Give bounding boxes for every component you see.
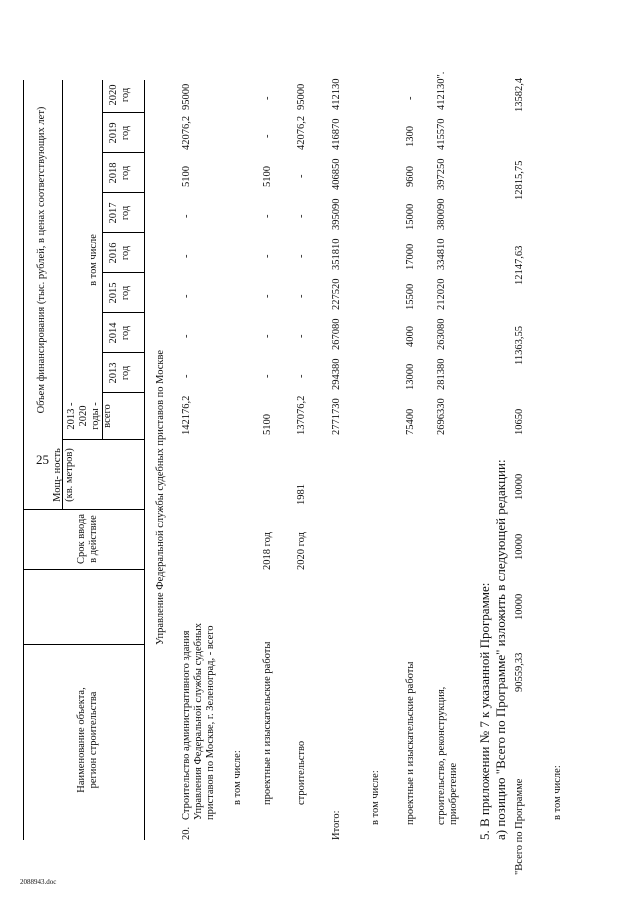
col-divider-name <box>23 644 145 645</box>
table-top-rule <box>23 80 24 840</box>
cell-value: 212020 <box>436 278 447 310</box>
cell-total: 2696330 <box>436 398 447 435</box>
cell-term: 2020 год <box>296 532 307 570</box>
cell-total: 5100 <box>262 414 273 435</box>
row-name-text: Строительство административного здания Управления Федеральной службы судебных приставов по Москве, г. Зеленоград, - всего <box>181 623 216 820</box>
header-year: 2019 год <box>108 122 131 144</box>
header-bottom-rule <box>144 80 145 840</box>
cell-value: 281380 <box>436 358 447 390</box>
cell-value: 15500 <box>405 283 416 310</box>
cell-value: 17000 <box>405 243 416 270</box>
cell-value: 9600 <box>405 166 416 187</box>
cell-total: 137076,2 <box>296 395 307 435</box>
cell-value: 406850 <box>331 158 342 190</box>
col-divider-term <box>23 569 145 570</box>
cell-value: 15000 <box>405 203 416 230</box>
total-row-value: 10000 <box>514 593 525 620</box>
cell-value: 13000 <box>405 363 416 390</box>
cell-value: - <box>181 334 192 338</box>
col-divider-2018 <box>102 192 145 193</box>
col-divider-2020 <box>102 112 145 113</box>
row-name: проектные и изыскательские работы <box>262 641 273 805</box>
cell-value: 4000 <box>405 326 416 347</box>
row-name: Итого: <box>331 810 342 840</box>
cell-value: 5100 <box>181 166 192 187</box>
row-name: проектные и изыскательские работы <box>405 661 416 825</box>
row-name-text: строительство, реконструкция, приобретение <box>436 686 459 825</box>
cell-value: 415570 <box>436 118 447 150</box>
cell-value: - <box>262 254 273 258</box>
cell-value: - <box>262 134 273 138</box>
header-term: Срок ввода в действие <box>76 513 99 565</box>
subheading: в том числе: <box>552 765 563 820</box>
header-name: Наименование объекта, регион строительства <box>76 687 99 793</box>
cell-value: - <box>296 294 307 298</box>
cell-value: 1300 <box>405 126 416 147</box>
header-year: 2013 год <box>108 362 131 384</box>
cell-value: - <box>262 214 273 218</box>
cell-value: - <box>262 294 273 298</box>
total-row-value: 13582,4 <box>514 77 525 112</box>
total-row-value: 10000 <box>514 533 525 560</box>
total-row-value: 90559,33 <box>514 652 525 692</box>
row-name <box>436 630 460 825</box>
cell-value: 294380 <box>331 358 342 390</box>
cell-value: 334810 <box>436 238 447 270</box>
row-number: 20. <box>181 826 192 840</box>
col-divider-2016 <box>102 272 145 273</box>
cell-value: - <box>181 374 192 378</box>
cell-value: 263080 <box>436 318 447 350</box>
header-year: 2020 год <box>108 84 131 106</box>
cell-value: 351810 <box>331 238 342 270</box>
total-row-value: 11363,55 <box>514 326 525 365</box>
cell-capacity: 1981 <box>296 484 307 505</box>
header-total: 2013 - 2020 годы - всего <box>66 402 113 430</box>
cell-value: - <box>296 214 307 218</box>
col-divider-2014 <box>102 352 145 353</box>
cell-total: 142176,2 <box>181 395 192 435</box>
cell-value: 380090 <box>436 198 447 230</box>
cell-value: 227520 <box>331 278 342 310</box>
total-row-value: 12815,75 <box>514 160 525 200</box>
col-divider-2017 <box>102 232 145 233</box>
paragraph-a: а) позицию "Всего по Программе" изложить в следующей редакции: <box>493 459 508 840</box>
header-funding: Объем финансирования (тыс. рублей, в ценах соответствующих лет) <box>36 106 47 414</box>
row-name <box>181 620 217 820</box>
cell-value: 395090 <box>331 198 342 230</box>
cell-value: 95000 <box>296 83 307 110</box>
cell-term: 2018 год <box>262 532 273 570</box>
in-that-rule <box>102 80 103 440</box>
cell-value: 5100 <box>262 166 273 187</box>
cell-value: - <box>181 294 192 298</box>
cell-value: 42076,2 <box>296 115 307 150</box>
cell-value: 416870 <box>331 118 342 150</box>
cell-value: - <box>262 334 273 338</box>
cell-total: 2771730 <box>331 398 342 435</box>
cell-value: - <box>181 214 192 218</box>
cell-value: - <box>262 374 273 378</box>
cell-value: - <box>296 374 307 378</box>
col-divider-2015 <box>102 312 145 313</box>
cell-value: 412130". <box>436 71 447 110</box>
paragraph-5: 5. В приложении № 7 к указанной Программе: <box>477 582 492 840</box>
cell-value: - <box>181 254 192 258</box>
cell-total: 75400 <box>405 408 416 435</box>
page-number: 25 <box>36 452 49 467</box>
col-divider-2013 <box>102 392 145 393</box>
section-title: Управление Федеральной службы судебных приставов по Москве <box>155 349 166 645</box>
cell-value: - <box>296 334 307 338</box>
cell-value: - <box>262 96 273 100</box>
cell-value: 95000 <box>181 83 192 110</box>
total-row-value: 10000 <box>514 473 525 500</box>
total-row-value: 12147,63 <box>514 245 525 285</box>
cell-value: - <box>296 254 307 258</box>
header-year: 2018 год <box>108 162 131 184</box>
col-divider-2019 <box>102 152 145 153</box>
cell-value: 412130 <box>331 78 342 110</box>
header-year: 2017 год <box>108 202 131 224</box>
subheading: в том числе: <box>370 770 381 825</box>
total-row-label: "Всего по Программе <box>514 778 525 875</box>
cell-value: 42076,2 <box>181 115 192 150</box>
header-capacity: Мощ- ность (кв. метров) <box>52 448 75 502</box>
row-name: строительство <box>296 740 307 805</box>
cell-value: - <box>296 174 307 178</box>
subheading: в том числе: <box>232 750 243 805</box>
header-year: 2015 год <box>108 282 131 304</box>
header-year: 2014 год <box>108 322 131 344</box>
footer-code: 2088943.doc <box>20 878 57 886</box>
cell-value: 397250 <box>436 158 447 190</box>
col-divider-capacity <box>23 509 145 510</box>
total-row-value: 10650 <box>514 408 525 435</box>
header-in-that: в том числе <box>88 234 99 286</box>
col-divider-total <box>62 439 145 440</box>
header-year: 2016 год <box>108 242 131 264</box>
cell-value: - <box>405 96 416 100</box>
cell-value: 267080 <box>331 318 342 350</box>
